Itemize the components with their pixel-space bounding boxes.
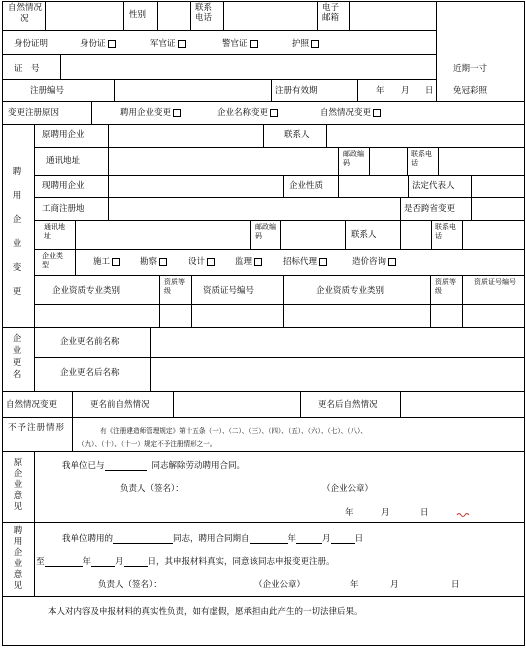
orig-op-year: 年: [345, 508, 354, 518]
id-label: 身份证明: [14, 39, 49, 49]
change-opt-2-checkbox[interactable]: [270, 109, 278, 117]
new-op-seal: （企业公章）: [254, 580, 306, 590]
id-opt-4[interactable]: 护照: [292, 39, 319, 49]
qual-grade-label: 资质等级: [164, 278, 185, 295]
now-company-label: 现聘用企业: [42, 181, 85, 191]
change-opt-3-checkbox[interactable]: [373, 109, 381, 117]
id-opt-4-checkbox[interactable]: [311, 40, 319, 48]
nature-label: 自然情况: [8, 3, 43, 13]
new-op-line1: 我单位聘用的 同志，聘用合同期自 年 月 日: [62, 534, 364, 544]
new-op-line2: 至 年 月 日，其申报材料真实，同意该同志申报变更注册。: [36, 557, 335, 567]
no-reg-text-1: 有《注册建造师管理规定》第十五条（一）、（二）、（三）、（四）、（五）、（六）、（七）、（八）、: [100, 427, 367, 435]
type-opt-1[interactable]: 施工: [93, 257, 120, 267]
email-label: 电子邮箱: [322, 3, 340, 23]
qual-cat2-label: 企业资质专业类别: [316, 286, 385, 296]
type-opt-1-checkbox[interactable]: [112, 258, 120, 266]
type-opt-2[interactable]: 勘察: [140, 257, 167, 267]
company-type-label: 企业类型: [42, 252, 63, 269]
qual-no-label: 资质证号编号: [203, 286, 255, 296]
id-opt-1[interactable]: 身份证: [80, 39, 116, 49]
change-opt-1-checkbox[interactable]: [173, 109, 181, 117]
orig-op-sign: 负责人（签名）：: [120, 484, 184, 494]
change-opt-3[interactable]: 自然情况变更: [320, 108, 381, 118]
change-reason-label: 变更注册原因: [8, 108, 60, 118]
legal-rep-label: 法定代表人: [412, 181, 455, 191]
type-opt-4[interactable]: 监理: [235, 257, 262, 267]
orig-op-seal: （企业公章）: [322, 484, 374, 494]
type-opt-5[interactable]: 招标代理: [283, 257, 327, 267]
footer-declaration: 本人对内容及申报材料的真实性负责，如有虚假，愿承担由此产生的一切法律后果。: [48, 607, 363, 617]
new-op-sign: 负责人（签名）：: [98, 580, 162, 590]
contact-label: 联系人: [284, 130, 310, 140]
qual-grade2-label: 资质等级: [435, 278, 456, 295]
id-opt-2[interactable]: 军官证: [150, 39, 186, 49]
change-opt-2[interactable]: 企业名称变更: [217, 108, 278, 118]
side-rename-label: 企业更名: [12, 334, 22, 380]
id-opt-3-checkbox[interactable]: [250, 40, 258, 48]
ink-mark: [456, 512, 470, 518]
cross-province-label: 是否跨省变更: [404, 204, 456, 214]
new-op-day: 日: [451, 580, 460, 590]
rename-before-label: 企业更名前名称: [60, 337, 120, 347]
orig-company-label: 原聘用企业: [42, 130, 85, 140]
reg-day: 日: [425, 86, 434, 96]
orig-op-day: 日: [420, 508, 429, 518]
reg-no-label: 注册编号: [30, 86, 65, 96]
type-opt-3[interactable]: 设计: [188, 257, 215, 267]
nat-change-label: 自然情况变更: [6, 400, 58, 410]
id-opt-3[interactable]: 警官证: [222, 39, 258, 49]
type-opt-4-checkbox[interactable]: [254, 258, 262, 266]
zip-label: 邮政编码: [343, 150, 364, 167]
reg-month: 月: [401, 86, 410, 96]
type-opt-5-checkbox[interactable]: [319, 258, 327, 266]
new-op-month: 月: [390, 580, 399, 590]
phone-label: 联系电话: [195, 3, 213, 23]
tel2-label: 联系电话: [435, 223, 456, 240]
gender-label: 性别: [129, 10, 147, 20]
type-opt-6[interactable]: 造价咨询: [352, 257, 396, 267]
orig-op-month: 月: [381, 508, 390, 518]
contact2-label: 联系人: [351, 230, 377, 240]
type-opt-3-checkbox[interactable]: [207, 258, 215, 266]
qual-no2-label: 资质证号编号: [474, 278, 516, 286]
addr2-label: 通讯地址: [44, 223, 65, 240]
reg-place-label: 工商注册地: [42, 204, 85, 214]
type-opt-6-checkbox[interactable]: [388, 258, 396, 266]
cert-label: 证 号: [14, 64, 40, 74]
new-op-year: 年: [350, 580, 359, 590]
id-opt-1-checkbox[interactable]: [108, 40, 116, 48]
qual-cat-label: 企业资质专业类别: [52, 286, 121, 296]
id-opt-2-checkbox[interactable]: [178, 40, 186, 48]
change-opt-1[interactable]: 聘用企业变更: [120, 108, 181, 118]
nat-after-label: 更名后自然情况: [318, 400, 378, 410]
orig-op-line1: 我单位已与 同志解除劳动聘用合同。: [62, 461, 246, 471]
nat-before-label: 更名前自然情况: [90, 400, 150, 410]
tel-label: 联系电话: [411, 150, 432, 167]
nature-type-label: 企业性质: [289, 181, 324, 191]
rename-after-label: 企业更名后名称: [60, 368, 120, 378]
no-reg-label: 不予注册情形: [8, 423, 66, 433]
new-opinion-label: 聘用企业意见: [13, 526, 23, 591]
nature-label-2: 况: [20, 14, 29, 24]
zip2-label: 邮政编码: [255, 223, 276, 240]
no-reg-text-2: （九）、（十）、（十一）规定不予注册情形之一。: [78, 440, 217, 448]
reg-year: 年: [376, 86, 385, 96]
orig-opinion-label: 原企业意见: [13, 458, 23, 512]
photo-label-2: 免冠彩照: [453, 86, 488, 96]
addr-label: 通讯地址: [46, 156, 81, 166]
photo-label: 近期一寸: [453, 64, 488, 74]
side-employ-label: 聘用企业变更: [12, 167, 22, 297]
type-opt-2-checkbox[interactable]: [159, 258, 167, 266]
reg-valid-label: 注册有效期: [275, 86, 318, 96]
